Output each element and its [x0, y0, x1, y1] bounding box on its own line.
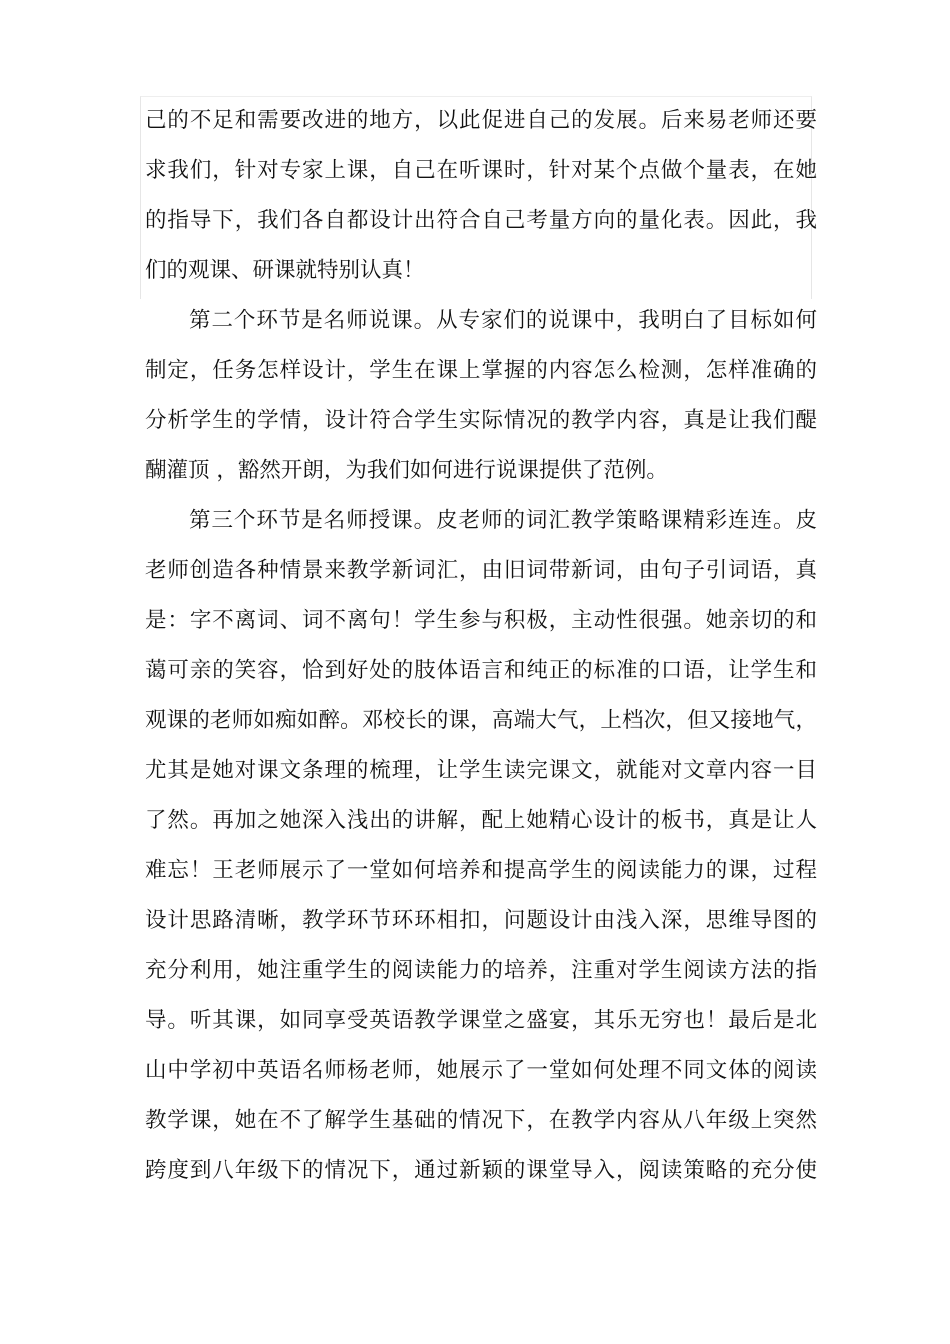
text-line: 醐灌顶 ，豁然开朗，为我们如何进行说课提供了范例。 — [145, 458, 668, 483]
text-line: 制定，任务怎样设计，学生在课上掌握的内容怎么检测，怎样准确的 — [145, 358, 817, 383]
text-line: 山中学初中英语名师杨老师，她展示了一堂如何处理不同文体的阅读 — [145, 1058, 817, 1083]
text-line: 的指导下，我们各自都设计出符合自己考量方向的量化表。因此，我 — [145, 208, 817, 233]
text-line: 己的不足和需要改进的地方，以此促进自己的发展。后来易老师还要 — [145, 108, 817, 133]
text-line: 教学课，她在不了解学生基础的情况下，在教学内容从八年级上突然 — [145, 1108, 817, 1133]
text-line: 设计思路清晰，教学环节环环相扣，问题设计由浅入深，思维导图的 — [145, 908, 817, 933]
text-line: 老师创造各种情景来教学新词汇，由旧词带新词，由句子引词语，真 — [145, 558, 817, 583]
text-line: 蔼可亲的笑容，恰到好处的肢体语言和纯正的标准的口语，让学生和 — [145, 658, 817, 683]
text-line: 了然。再加之她深入浅出的讲解，配上她精心设计的板书，真是让人 — [145, 808, 817, 833]
text-line: 跨度到八年级下的情况下，通过新颖的课堂导入，阅读策略的充分使 — [145, 1158, 817, 1183]
text-line: 充分利用，她注重学生的阅读能力的培养，注重对学生阅读方法的指 — [145, 958, 817, 983]
paragraph-start-line: 第三个环节是名师授课。皮老师的词汇教学策略课精彩连连。皮 — [189, 508, 817, 533]
text-line: 求我们，针对专家上课，自己在听课时，针对某个点做个量表，在她 — [145, 158, 817, 183]
paragraph-start-line: 第二个环节是名师说课。从专家们的说课中，我明白了目标如何 — [189, 308, 817, 333]
text-line: 难忘！王老师展示了一堂如何培养和提高学生的阅读能力的课，过程 — [145, 858, 817, 883]
text-line: 尤其是她对课文条理的梳理，让学生读完课文，就能对文章内容一目 — [145, 758, 817, 783]
text-line: 分析学生的学情，设计符合学生实际情况的教学内容，真是让我们醍 — [145, 408, 817, 433]
text-line: 导。听其课，如同享受英语教学课堂之盛宴，其乐无穷也！最后是北 — [145, 1008, 817, 1033]
text-line: 观课的老师如痴如醉。邓校长的课，高端大气，上档次，但又接地气， — [145, 708, 817, 733]
text-line: 是：字不离词、词不离句！学生参与积极，主动性很强。她亲切的和 — [145, 608, 817, 633]
text-line: 们的观课、研课就特别认真！ — [145, 258, 425, 283]
